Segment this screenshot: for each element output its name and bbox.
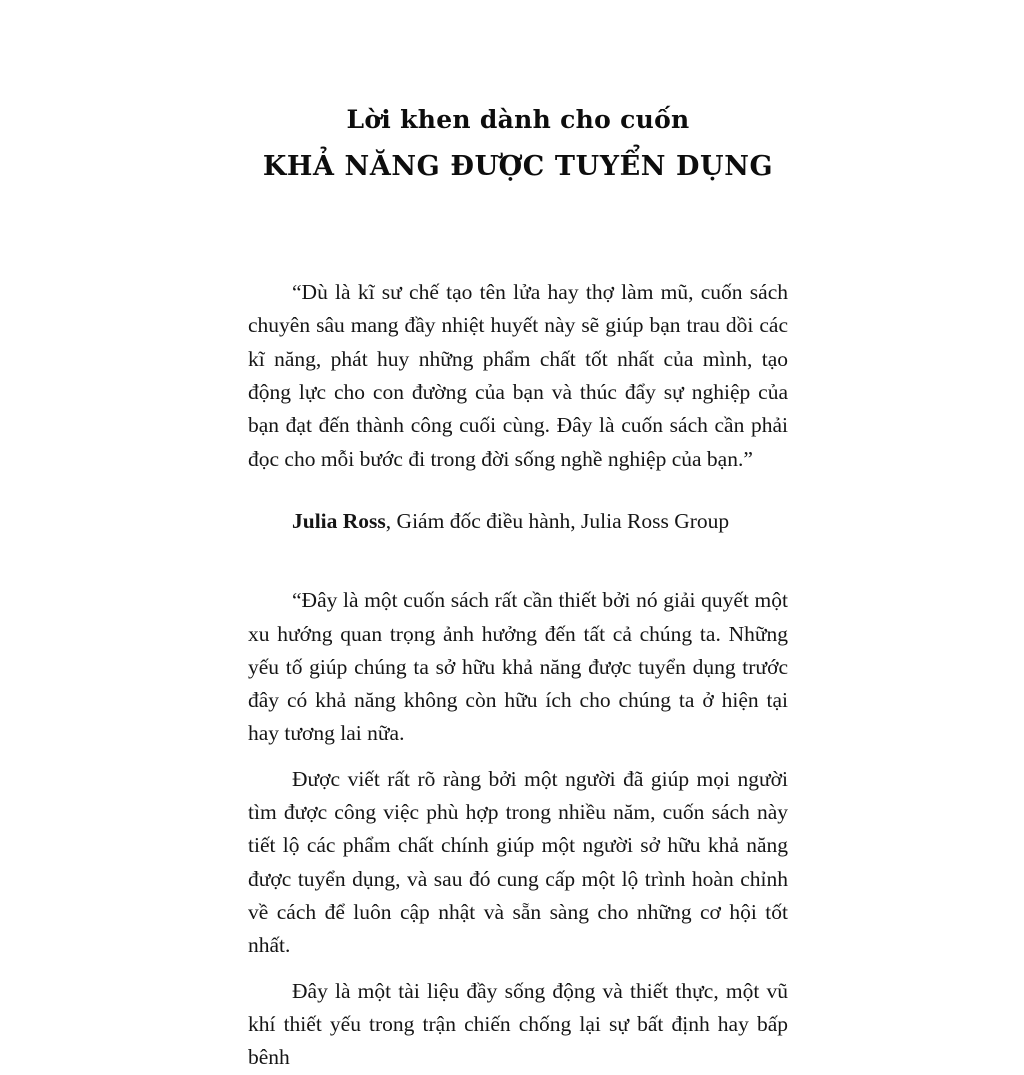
testimonial-author-name: Julia Ross — [292, 508, 386, 533]
testimonial-1 — [248, 276, 788, 538]
page-title — [248, 104, 788, 184]
testimonial-author-role: , Giám đốc điều hành, Julia Ross Group — [385, 508, 730, 533]
testimonial-paragraph: “Dù là kĩ sư chế tạo tên lửa hay thợ làm mũ, cuốn sách chuyên sâu mang đầy nhiệt huyết này sẽ giúp bạn trau dồi các kĩ năng, phát huy những phẩm chất tốt nhất của mình, tạo động lực cho con đường của bạn và thúc đẩy sự nghiệp của bạn đạt đến thành công cuối cùng. Đây là cuốn sách cần phải đọc cho mỗi bước đi trong đời sống nghề nghiệp của bạn.” — [248, 280, 788, 471]
testimonial-separator — [248, 538, 788, 584]
page-content — [248, 0, 788, 1075]
page-title-line-2: KHẢ NĂNG ĐƯỢC TUYỂN DỤNG — [262, 151, 774, 183]
testimonial-2 — [248, 584, 788, 1074]
testimonial-list — [248, 276, 788, 1075]
testimonial-paragraph: Đây là một tài liệu đầy sống động và thiết thực, một vũ khí thiết yếu trong trận chiến chống lại sự bất định hay bấp bênh — [248, 978, 788, 1070]
testimonial-paragraph: “Đây là một cuốn sách rất cần thiết bởi nó giải quyết một xu hướng quan trọng ảnh hưởng đến tất cả chúng ta. Những yếu tố giúp chúng ta sở hữu khả năng được tuyển dụng trước đây có khả năng không còn hữu ích cho chúng ta ở hiện tại hay tương lai nữa. — [248, 588, 788, 746]
testimonial-paragraph: Được viết rất rõ ràng bởi một người đã giúp mọi người tìm được công việc phù hợp trong nhiều năm, cuốn sách này tiết lộ các phẩm chất chính giúp một người sở hữu khả năng được tuyển dụng, và sau đó cung cấp một lộ trình hoàn chỉnh về cách để luôn cập nhật và sẵn sàng cho những cơ hội tốt nhất. — [248, 766, 788, 958]
page-title-line-1: Lời khen dành cho cuốn — [346, 105, 690, 134]
testimonial-attribution — [248, 505, 788, 538]
